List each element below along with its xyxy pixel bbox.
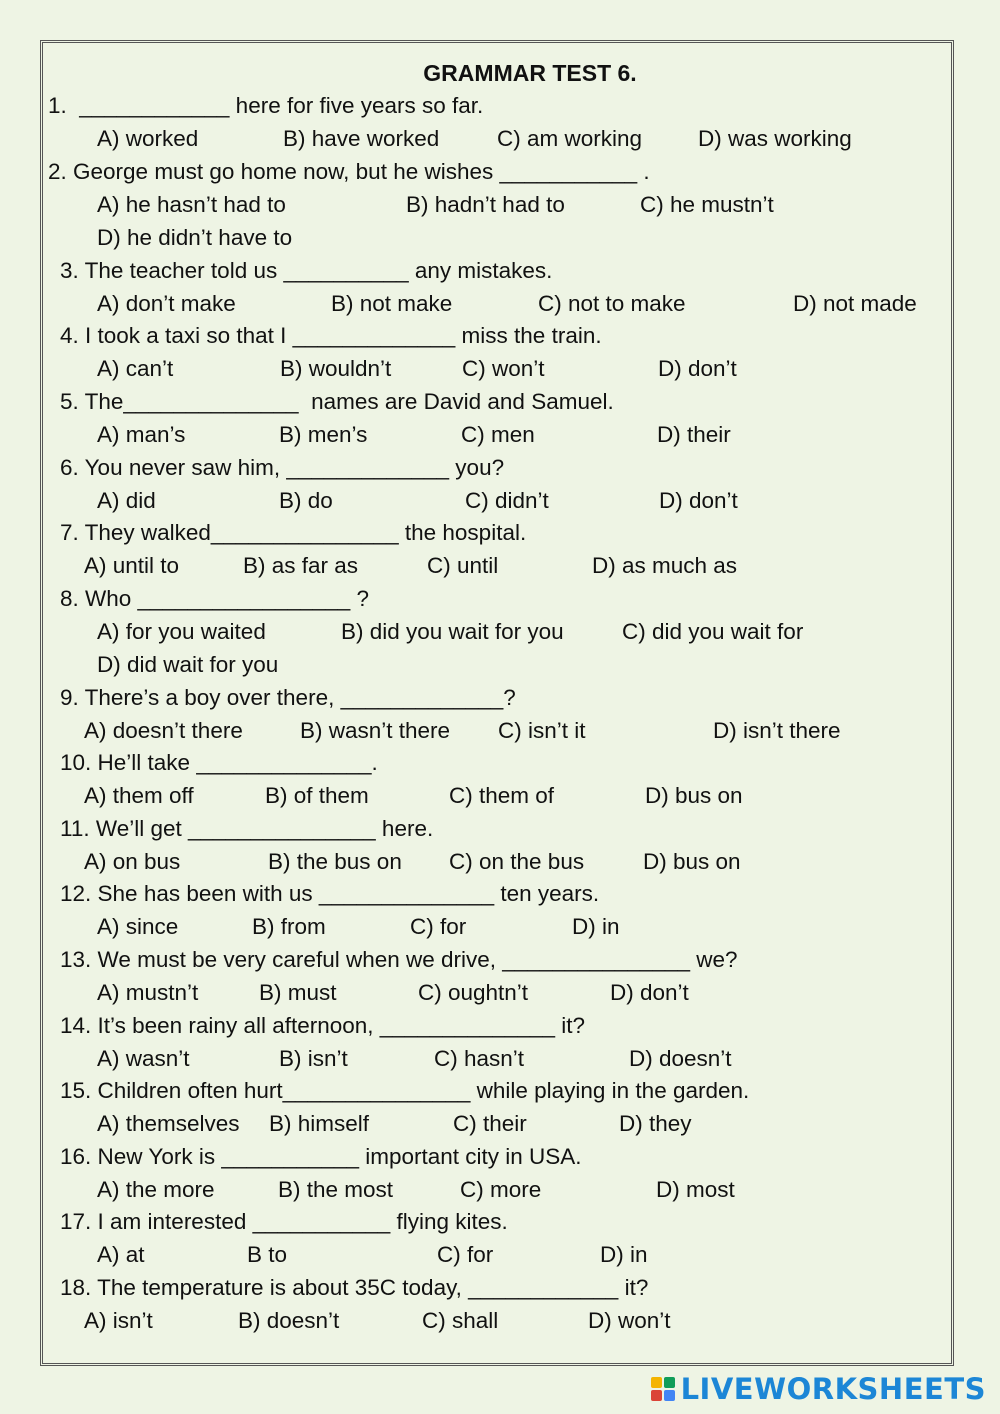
question-2: 2. George must go home now, but he wishes ___________ . — [48, 159, 650, 184]
option-12-b[interactable]: B) from — [252, 914, 326, 939]
option-5-d[interactable]: D) their — [657, 422, 731, 447]
option-17-d[interactable]: D) in — [600, 1242, 648, 1267]
option-10-d[interactable]: D) bus on — [645, 783, 743, 808]
option-12-c[interactable]: C) for — [410, 914, 467, 939]
option-10-c[interactable]: C) them of — [449, 783, 555, 808]
option-17-a[interactable]: A) at — [97, 1242, 145, 1267]
option-4-b[interactable]: B) wouldn’t — [280, 356, 392, 381]
option-13-d[interactable]: D) don’t — [610, 980, 689, 1005]
option-1-c[interactable]: C) am working — [497, 126, 643, 151]
question-15: 15. Children often hurt_______________ while playing in the garden. — [60, 1078, 750, 1103]
option-4-d[interactable]: D) don’t — [658, 356, 737, 381]
option-14-d[interactable]: D) doesn’t — [629, 1046, 732, 1071]
option-8-c[interactable]: C) did you wait for — [622, 619, 804, 644]
option-8-d[interactable]: D) did wait for you — [97, 652, 279, 677]
question-1: 1. ____________ here for five years so far. — [48, 93, 484, 118]
option-9-c[interactable]: C) isn’t it — [498, 718, 586, 743]
option-7-a[interactable]: A) until to — [84, 553, 180, 578]
option-16-c[interactable]: C) more — [460, 1177, 542, 1202]
option-18-c[interactable]: C) shall — [422, 1308, 499, 1333]
question-3: 3. The teacher told us __________ any mistakes. — [60, 258, 553, 283]
option-2-c[interactable]: C) he mustn’t — [640, 192, 774, 217]
question-9: 9. There’s a boy over there, _____________? — [60, 685, 516, 710]
option-11-b[interactable]: B) the bus on — [268, 849, 402, 874]
option-15-b[interactable]: B) himself — [269, 1111, 370, 1136]
option-6-a[interactable]: A) did — [97, 488, 156, 513]
option-2-b[interactable]: B) hadn’t had to — [406, 192, 565, 217]
option-14-c[interactable]: C) hasn’t — [434, 1046, 525, 1071]
option-10-a[interactable]: A) them off — [84, 783, 194, 808]
question-4: 4. I took a taxi so that I _____________ miss the train. — [60, 323, 602, 348]
option-15-c[interactable]: C) their — [453, 1111, 527, 1136]
option-1-d[interactable]: D) was working — [698, 126, 852, 151]
option-9-a[interactable]: A) doesn’t there — [84, 718, 243, 743]
option-3-d[interactable]: D) not made — [793, 291, 917, 316]
option-15-a[interactable]: A) themselves — [97, 1111, 240, 1136]
option-15-d[interactable]: D) they — [619, 1111, 692, 1136]
option-7-d[interactable]: D) as much as — [592, 553, 738, 578]
logo-icon — [651, 1377, 675, 1401]
option-7-c[interactable]: C) until — [427, 553, 499, 578]
option-14-a[interactable]: A) wasn’t — [97, 1046, 190, 1071]
option-16-d[interactable]: D) most — [656, 1177, 735, 1202]
option-1-b[interactable]: B) have worked — [283, 126, 440, 151]
option-6-c[interactable]: C) didn’t — [465, 488, 549, 513]
option-3-c[interactable]: C) not to make — [538, 291, 686, 316]
question-13: 13. We must be very careful when we drive, _______________ we? — [60, 947, 738, 972]
option-12-d[interactable]: D) in — [572, 914, 620, 939]
option-11-d[interactable]: D) bus on — [643, 849, 741, 874]
option-13-b[interactable]: B) must — [259, 980, 337, 1005]
question-6: 6. You never saw him, _____________ you? — [60, 455, 505, 480]
option-6-d[interactable]: D) don’t — [659, 488, 738, 513]
option-9-b[interactable]: B) wasn’t there — [300, 718, 451, 743]
question-12: 12. She has been with us ______________ ten years. — [60, 881, 600, 906]
question-7: 7. They walked_______________ the hospital. — [60, 520, 527, 545]
question-5: 5. The______________ names are David and Samuel. — [60, 389, 614, 414]
question-16: 16. New York is ___________ important city in USA. — [60, 1144, 582, 1169]
option-12-a[interactable]: A) since — [97, 914, 179, 939]
option-2-d[interactable]: D) he didn’t have to — [97, 225, 293, 250]
question-10: 10. He’ll take ______________. — [60, 750, 378, 775]
option-13-c[interactable]: C) oughtn’t — [418, 980, 529, 1005]
option-8-a[interactable]: A) for you waited — [97, 619, 266, 644]
option-1-a[interactable]: A) worked — [97, 126, 199, 151]
question-8: 8. Who _________________ ? — [60, 586, 370, 611]
option-18-b[interactable]: B) doesn’t — [238, 1308, 340, 1333]
option-9-d[interactable]: D) isn’t there — [713, 718, 841, 743]
option-11-a[interactable]: A) on bus — [84, 849, 181, 874]
option-8-b[interactable]: B) did you wait for you — [341, 619, 564, 644]
option-4-a[interactable]: A) can’t — [97, 356, 174, 381]
option-6-b[interactable]: B) do — [279, 488, 333, 513]
option-11-c[interactable]: C) on the bus — [449, 849, 585, 874]
option-17-c[interactable]: C) for — [437, 1242, 494, 1267]
option-5-a[interactable]: A) man’s — [97, 422, 186, 447]
question-17: 17. I am interested ___________ flying kites. — [60, 1209, 508, 1234]
option-18-d[interactable]: D) won’t — [588, 1308, 671, 1333]
option-14-b[interactable]: B) isn’t — [279, 1046, 348, 1071]
question-11: 11. We’ll get _______________ here. — [60, 816, 434, 841]
option-13-a[interactable]: A) mustn’t — [97, 980, 199, 1005]
option-16-a[interactable]: A) the more — [97, 1177, 215, 1202]
option-2-a[interactable]: A) he hasn’t had to — [97, 192, 286, 217]
option-16-b[interactable]: B) the most — [278, 1177, 394, 1202]
option-5-c[interactable]: C) men — [461, 422, 535, 447]
brand-text: LIVEWORKSHEETS — [680, 1372, 986, 1406]
option-10-b[interactable]: B) of them — [265, 783, 369, 808]
liveworksheets-logo — [651, 1372, 986, 1406]
option-17-b[interactable]: B to — [247, 1242, 288, 1267]
option-7-b[interactable]: B) as far as — [243, 553, 359, 578]
option-5-b[interactable]: B) men’s — [279, 422, 368, 447]
option-4-c[interactable]: C) won’t — [462, 356, 545, 381]
page-title: GRAMMAR TEST 6. — [423, 60, 637, 86]
question-18: 18. The temperature is about 35C today, ____________ it? — [60, 1275, 649, 1300]
question-14: 14. It’s been rainy all afternoon, ______________ it? — [60, 1013, 585, 1038]
option-3-b[interactable]: B) not make — [331, 291, 453, 316]
option-18-a[interactable]: A) isn’t — [84, 1308, 153, 1333]
option-3-a[interactable]: A) don’t make — [97, 291, 236, 316]
